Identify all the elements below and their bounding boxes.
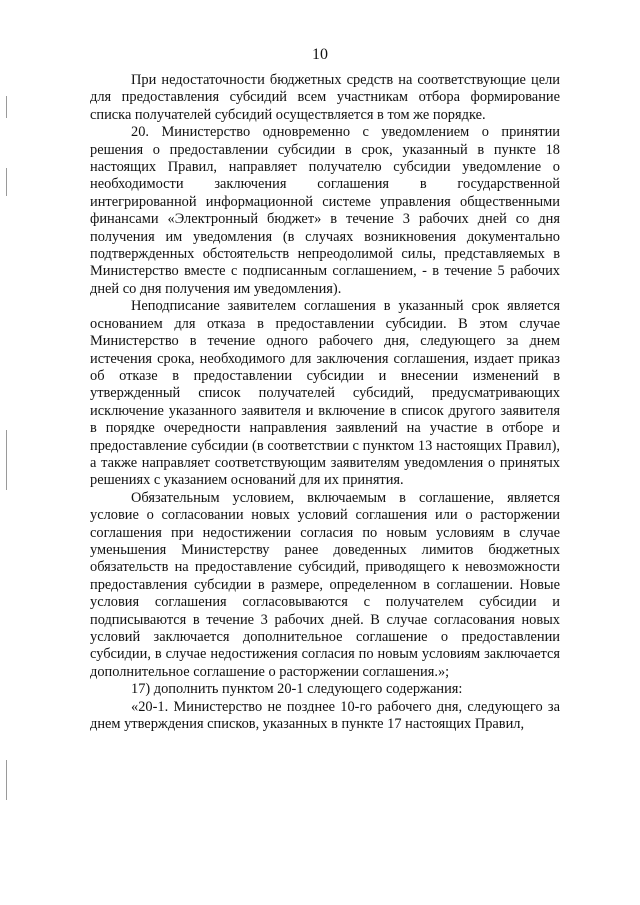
paragraph-item-20-1: «20-1. Министерство не позднее 10-го рабочего дня, следующего за днем утверждения списков, указанных в пункте 17 настоящих Правил, bbox=[90, 698, 560, 733]
scan-margin-mark bbox=[6, 760, 7, 800]
paragraph-mandatory-condition: Обязательным условием, включаемым в соглашение, является условие о согласовании новых условий соглашения или о расторжении соглашения при недостижении согласия по новым условиям в случае уменьшения Министерству ранее доведенных лимитов бюджетных обязательств на предоставление субсидий, приводящего к невозможности предоставления субсидии в размере, определенном в соглашении. Новые условия соглашения согласовываются с получателем субсидии и подписываются в течение 3 рабочих дней. В случае согласования новых условий заключается дополнительное соглашение о предоставлении субсидии, в случае недостижения согласия по новым условиям заключается дополнительное соглашение о расторжении соглашения.»; bbox=[90, 489, 560, 680]
scan-margin-mark bbox=[6, 430, 7, 490]
paragraph-amendment-17: 17) дополнить пунктом 20-1 следующего содержания: bbox=[131, 681, 463, 698]
page-number: 10 bbox=[312, 46, 328, 63]
paragraph-item-20: 20. Министерство одновременно с уведомлением о принятии решения о предоставлении субсидии в срок, указанный в пункте 18 настоящих Правил, направляет получателю субсидии уведомление о необходимости заключения соглашения в государственной интегрированной информационной системе управления общественными финансами «Электронный бюджет» в течение 3 рабочих дней со дня получения им уведомления (в случаях возникновения документально подтвержденных обстоятельств непреодолимой силы, представляемых в Министерство вместе с подписанным соглашением, - в течение 5 рабочих дней со дня получения им уведомления). bbox=[90, 124, 560, 297]
document-body bbox=[90, 72, 560, 733]
scan-margin-mark bbox=[6, 96, 7, 118]
paragraph-non-signing: Неподписание заявителем соглашения в указанный срок является основанием для отказа в предоставлении субсидии. В этом случае Министерство в течение одного рабочего дня, следующего за днем истечения срока, необходимого для заключения соглашения, издает приказ об отказе в предоставлении субсидии и внесении изменений в утвержденный список получателей субсидий, предусматривающих исключение указанного заявителя и включение в список другого заявителя в порядке очередности направления заявлений на участие в отборе и предоставление субсидии (в соответствии с пунктом 13 настоящих Правил), а также направляет соответствующим заявителям уведомления о принятых решениях с указанием оснований для их принятия. bbox=[90, 298, 560, 489]
paragraph-insufficient-funds: При недостаточности бюджетных средств на соответствующие цели для предоставления субсидий всем участникам отбора формирование списка получателей субсидий осуществляется в том же порядке. bbox=[90, 72, 560, 123]
scan-margin-mark bbox=[6, 168, 7, 196]
